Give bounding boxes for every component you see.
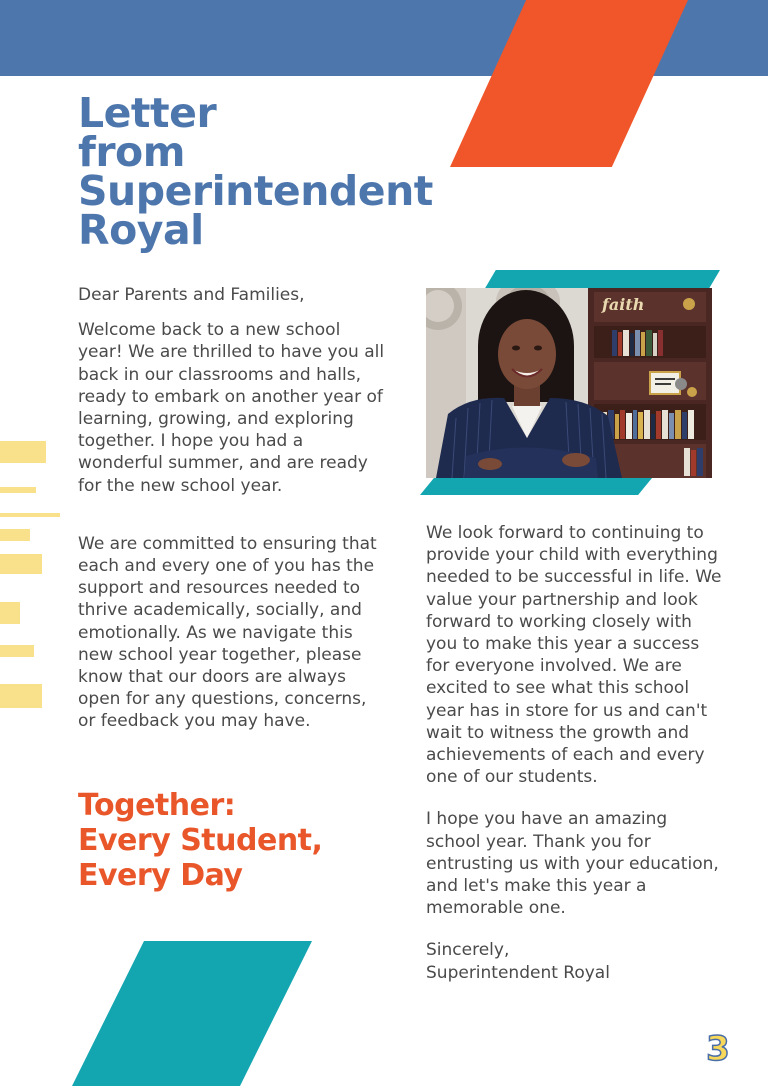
slogan-line: Every Day: [78, 858, 243, 893]
teal-accent-bar: [484, 270, 720, 290]
letter-paragraph: Welcome back to a new school year! We are thrilled to have you all back in our classrooms and halls, ready to embark on another year of learning, growing, and exploring together. I hope you had a wonderful summer, and are ready for the new school year.: [78, 320, 385, 496]
yellow-stripe: [0, 684, 42, 708]
slogan-line: Every Student,: [78, 823, 323, 858]
letter-closing: Sincerely,: [426, 940, 510, 961]
faith-sign-text: faith: [602, 295, 645, 314]
teal-accent-bar: [420, 478, 652, 495]
yellow-stripe: [0, 487, 36, 493]
teal-parallelogram: [72, 941, 312, 1086]
letter-left-column: [78, 284, 388, 733]
superintendent-photo-frame: [420, 270, 720, 496]
yellow-stripe: [0, 441, 46, 463]
letter-right-column: [426, 522, 726, 984]
title-line: Letter: [78, 89, 217, 137]
letter-paragraph: We look forward to continuing to provide your child with everything needed to be successful in life. We value your partnership and look forward to working closely with you to make this year a success for everyone involved. We are excited to see what this school year has in store for us and can't wait to witness the growth and achievements of each and every one of our students.: [426, 523, 722, 788]
letter-paragraph: We are committed to ensuring that each and every one of you has the support and resources needed to thrive academically, socially, and emotionally. As we navigate this new school year together, please know that our doors are always open for any questions, concerns, or feedback you may have.: [78, 533, 377, 732]
yellow-stripe: [0, 513, 60, 517]
slogan: [78, 788, 322, 893]
letter-signature: Superintendent Royal: [426, 962, 610, 983]
letter-paragraph: I hope you have an amazing school year. Thank you for entrusting us with your education, and let's make this year a memorable one.: [426, 809, 719, 919]
yellow-stripe: [0, 554, 42, 574]
page-title: [78, 89, 433, 254]
title-line: from: [78, 128, 185, 176]
title-line: Royal: [78, 206, 204, 254]
superintendent-photo: [426, 288, 712, 478]
slogan-line: Together:: [78, 788, 236, 823]
title-line: Superintendent: [78, 167, 433, 215]
yellow-stripe: [0, 602, 20, 624]
letter-greeting: Dear Parents and Families,: [78, 285, 305, 305]
page-number: 3: [706, 1029, 730, 1069]
yellow-stripe: [0, 645, 34, 657]
yellow-stripe: [0, 529, 30, 541]
